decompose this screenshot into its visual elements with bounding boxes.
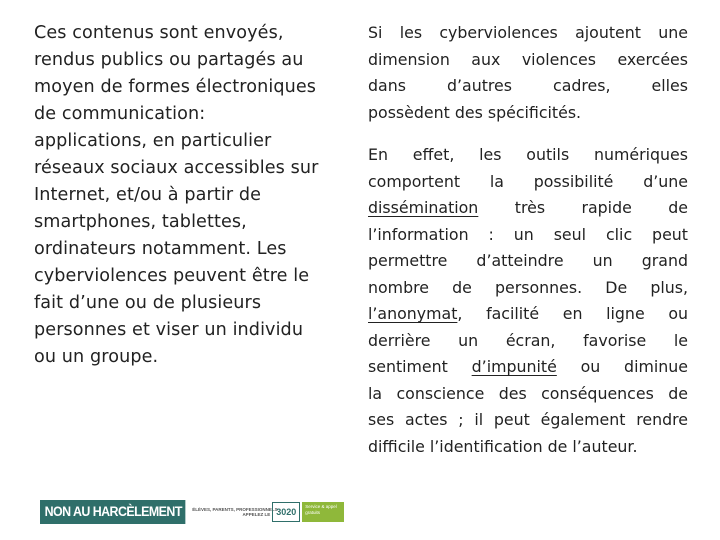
right-line: l’information : un seul clic peut [368,224,688,244]
underlined-term-impunite: d’impunité [471,357,557,376]
right-line: comportent la possibilité d’une [368,171,688,191]
left-line: applications, en particulier [34,131,272,151]
paragraph-digital-tools [368,142,688,460]
right-line: ses actes ; il peut également rendre [368,410,688,429]
right-line: derrière un écran, favorise le [368,330,688,350]
non-au-harcelement-logo: NON AU HARCÈLEMENT [40,500,186,524]
line-start: sentiment [368,357,472,376]
right-line: la conscience des conséquences de [368,383,688,403]
helpline-caption [192,507,278,517]
paragraph-specificities [368,20,688,126]
left-line: de communication: [34,104,206,124]
helpline-caption-line: ÉLÈVES, PARENTS, PROFESSIONNELS [192,507,278,512]
left-line: rendus publics ou partagés au [34,50,304,70]
left-line: réseaux sociaux accessibles sur [34,158,319,178]
right-line [368,195,688,222]
line-rest: , facilité en ligne ou [457,304,688,323]
underlined-term-anonymat: l’anonymat [368,304,458,323]
right-line: En effet, les outils numériques [368,145,688,164]
right-line [368,301,688,328]
footer-logo-bar [40,500,344,524]
left-line: ordinateurs notamment. Les [34,239,287,259]
left-line: Internet, et/ou à partir de [34,185,262,205]
left-line: personnes et viser un individu [34,320,304,340]
left-line: moyen de formes électroniques [34,77,317,97]
right-line: difficile l’identification de l’auteur. [368,436,638,456]
free-service-line: Service & appel [305,504,337,509]
right-line: possèdent des spécificités. [368,102,582,122]
helpline-number: 3020 [272,502,300,522]
right-text-column [368,20,688,460]
left-line: Ces contenus sont envoyés, [34,23,284,43]
right-line: Si les cyberviolences ajoutent une [368,23,688,42]
left-line: smartphones, tablettes, [34,212,247,232]
right-line: nombre de personnes. De plus, [368,277,688,297]
left-line: cyberviolences peuvent être le [34,266,310,286]
right-line: dans d’autres cadres, elles [368,76,688,95]
right-line [368,354,688,381]
right-line: dimension aux violences exercées [368,49,688,69]
helpline-caption-line: APPELEZ LE [242,512,271,517]
left-line: fait d’une ou de plusieurs [34,293,262,313]
underlined-term-dissemination: dissémination [368,198,479,217]
free-service-line: gratuits [305,509,320,515]
line-rest: très rapide de [478,198,688,217]
left-text-column [34,20,364,371]
left-line: ou un groupe. [34,347,159,367]
right-line: permettre d’atteindre un grand [368,251,688,270]
free-service-badge [302,502,344,522]
line-rest: ou diminue [556,357,688,376]
